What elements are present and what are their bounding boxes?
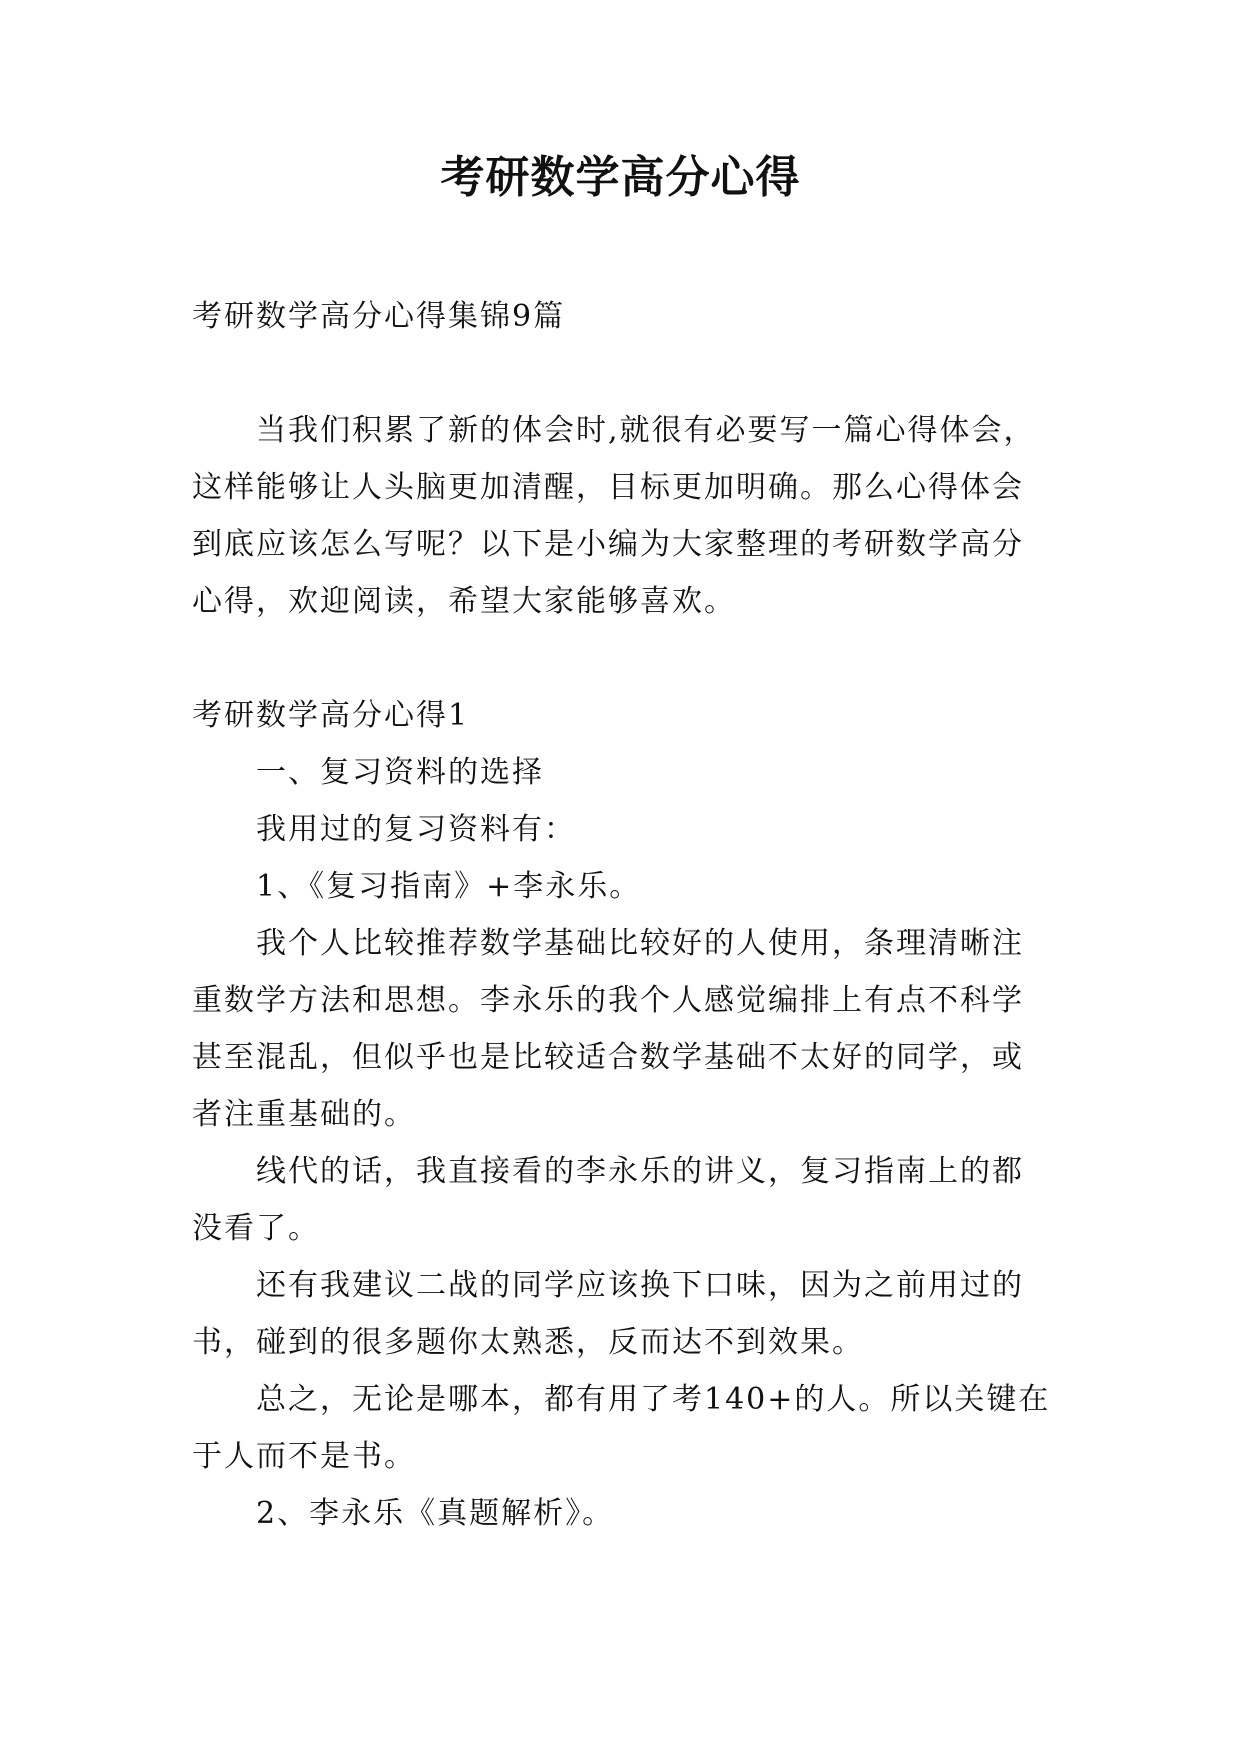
document-subtitle: 考研数学高分心得集锦9篇 [192, 299, 566, 334]
document-body [192, 288, 1052, 1542]
paragraph-recommendation: 我个人比较推荐数学基础比较好的人使用，条理清晰注重数学方法和思想。李永乐的我个人感觉编排上有点不科学甚至混乱，但似乎也是比较适合数学基础不太好的同学，或者注重基础的。 [192, 926, 1024, 1132]
intro-paragraph: 当我们积累了新的体会时,就很有必要写一篇心得体会，这样能够让人头脑更加清醒，目标更加明确。那么心得体会到底应该怎么写呢？以下是小编为大家整理的考研数学高分心得，欢迎阅读，希望大家能够喜欢。 [192, 413, 1036, 619]
paragraph-linear-algebra: 线代的话，我直接看的李永乐的讲义，复习指南上的都没看了。 [192, 1154, 1024, 1246]
paragraph-summary: 总之，无论是哪本，都有用了考140+的人。所以关键在于人而不是书。 [192, 1382, 1051, 1474]
paragraph-item-2: 2、李永乐《真题解析》。 [256, 1496, 615, 1531]
document-title: 考研数学高分心得 [440, 152, 801, 203]
paragraph-item-1: 1、《复习指南》+李永乐。 [256, 869, 642, 904]
paragraph-review-materials-heading: 一、复习资料的选择 [256, 755, 544, 790]
paragraph-second-attempt: 还有我建议二战的同学应该换下口味，因为之前用过的书，碰到的很多题你太熟悉，反而达不到效果。 [192, 1268, 1024, 1360]
section-heading: 考研数学高分心得1 [192, 698, 470, 733]
paragraph-materials-used: 我用过的复习资料有： [256, 812, 576, 847]
